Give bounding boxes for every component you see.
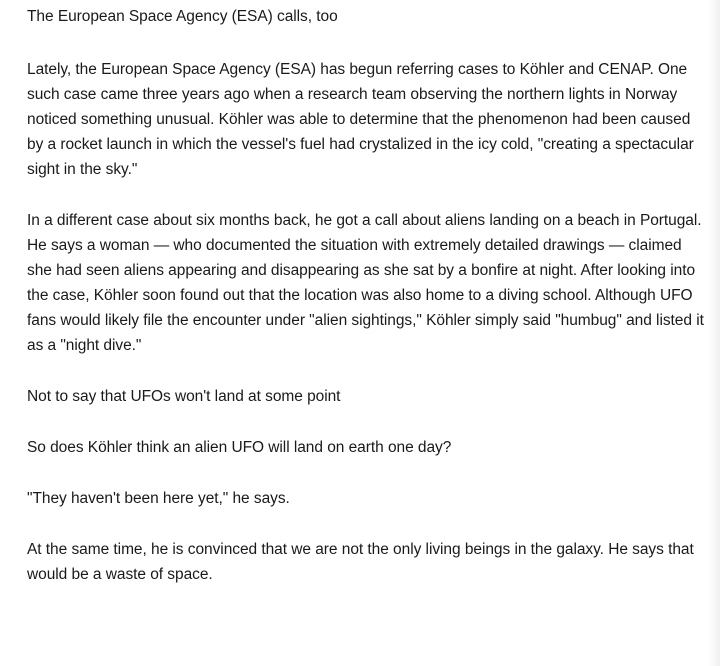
page-edge-shadow <box>708 0 720 666</box>
paragraph-esa: Lately, the European Space Agency (ESA) has begun referring cases to Köhler and CENAP. One such case came three years ago when a research team observing the northern lights in Norway noticed something unusual. Köhler was able to determine that the phenomenon had been caused by a rocket launch in which the vessel's fuel had crystalized in the icy cold, "creating a spectacular sight in the sky." <box>27 61 694 178</box>
section-heading-esa: The European Space Agency (ESA) calls, too <box>27 8 338 25</box>
paragraph-quote: "They haven't been here yet," he says. <box>27 490 290 507</box>
section-heading-land: Not to say that UFOs won't land at some point <box>27 388 341 405</box>
paragraph-question: So does Köhler think an alien UFO will land on earth one day? <box>27 439 452 456</box>
article-body <box>27 0 707 613</box>
paragraph-galaxy: At the same time, he is convinced that we are not the only living beings in the galaxy. He says that would be a waste of space. <box>27 541 694 583</box>
paragraph-portugal: In a different case about six months back, he got a call about aliens landing on a beach in Portugal. He says a woman — who documented the situation with extremely detailed drawings — claimed she had seen aliens appearing and disappearing as she sat by a bonfire at night. After looking into the case, Köhler soon found out that the location was also home to a diving school. Although UFO fans would likely file the encounter under "alien sightings," Köhler simply said "humbug" and listed it as a "night dive." <box>27 212 704 354</box>
